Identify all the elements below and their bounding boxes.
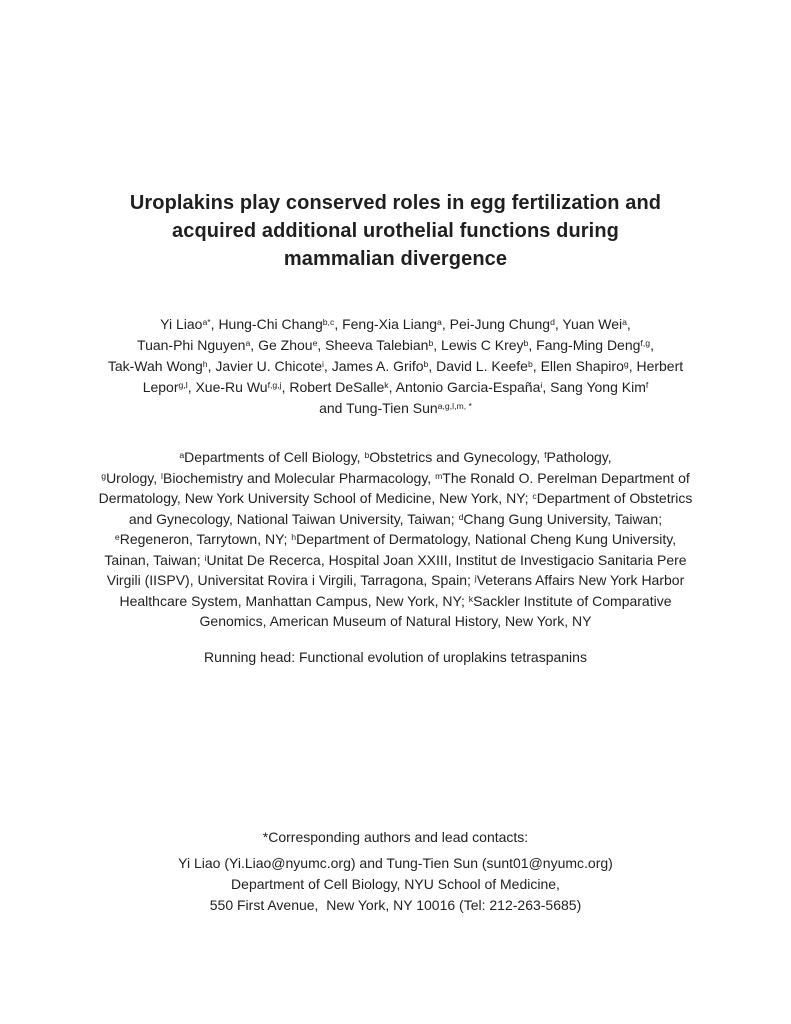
text-segment: Yi Liao: [160, 316, 203, 332]
superscript-affiliation-mark: h: [291, 532, 297, 543]
superscript-affiliation-mark: j: [474, 573, 477, 584]
affiliation-line: [0, 591, 791, 612]
text-segment: , Xue-Ru Wu: [187, 379, 268, 395]
superscript-affiliation-mark: k: [384, 380, 389, 391]
superscript-affiliation-mark: e: [114, 532, 120, 543]
title-line: Uroplakins play conserved roles in egg fertilization and: [129, 192, 662, 215]
text-segment: Virgili (IISPV), Universitat Rovira i Virgili, Tarragona, Spain;: [106, 572, 475, 588]
text-segment: Sackler Institute of Comparative: [473, 592, 672, 609]
text-segment: ,: [650, 337, 654, 353]
affiliation-line: [0, 509, 791, 530]
author-line: [0, 356, 791, 377]
text-segment: Dermatology, New York University School of Medicine, New York, NY;: [98, 490, 533, 506]
text-segment: Biochemistry and Molecular Pharmacology,: [162, 469, 436, 486]
affiliations: [0, 447, 791, 632]
text-segment: and Gynecology, National Taiwan University, Taiwan;: [128, 510, 459, 527]
text-segment: Tak-Wah Wong: [107, 358, 203, 374]
text-segment: , Herbert: [628, 358, 684, 374]
superscript-affiliation-mark: d: [550, 317, 555, 328]
text-segment: Veterans Affairs New York Harbor: [476, 572, 685, 588]
affiliation-line: [0, 529, 791, 550]
text-segment: , Ellen Shapiro: [532, 358, 624, 374]
superscript-affiliation-mark: g: [623, 359, 629, 370]
text-segment: Pathology,: [546, 449, 612, 465]
text-segment: , Feng-Xia Liang: [334, 316, 438, 332]
superscript-affiliation-mark: b: [527, 359, 533, 370]
superscript-affiliation-mark: b: [523, 338, 529, 349]
text-segment: Tainan, Taiwan;: [104, 551, 205, 568]
superscript-affiliation-mark: m: [435, 470, 443, 481]
affiliation-line: [0, 468, 791, 489]
text-segment: The Ronald O. Perelman Department of: [442, 469, 690, 486]
affiliation-line: [0, 570, 791, 591]
text-segment: , Sheeva Talebian: [317, 337, 429, 353]
superscript-affiliation-mark: a*: [202, 317, 211, 328]
text-segment: Urology,: [106, 469, 162, 486]
text-segment: and Tung-Tien Sun: [319, 400, 438, 416]
superscript-affiliation-mark: b,c: [322, 317, 335, 328]
superscript-affiliation-mark: a: [245, 338, 251, 349]
title-line: mammalian divergence: [283, 248, 508, 271]
title-line: acquired additional urothelial functions during: [172, 220, 619, 243]
superscript-affiliation-mark: f: [544, 450, 547, 461]
text-segment: Lepor: [142, 379, 179, 395]
text-segment: Genomics, American Museum of Natural History, New York, NY: [199, 613, 592, 629]
superscript-affiliation-mark: b: [364, 450, 370, 461]
text-segment: Obstetrics and Gynecology,: [369, 449, 545, 465]
superscript-affiliation-mark: k: [468, 593, 474, 604]
text-segment: , Yuan Wei: [554, 316, 623, 332]
text-segment: , Antonio Garcia-España: [388, 379, 541, 395]
superscript-affiliation-mark: d: [458, 511, 464, 522]
superscript-affiliation-mark: a: [622, 317, 627, 328]
text-segment: , Pei-Jung Chung: [441, 316, 551, 332]
author-line: [0, 377, 791, 398]
text-segment: , Robert DeSalle: [281, 379, 385, 395]
affiliation-line: [0, 447, 791, 468]
text-segment: ,: [626, 316, 631, 332]
text-segment: Department of Obstetrics: [536, 490, 693, 506]
corresponding-line: 550 First Avenue, New York, NY 10016 (Tel: 212-263-5685): [209, 897, 582, 913]
affiliation-line: [0, 611, 791, 632]
author-line: [0, 314, 791, 335]
author-list: [0, 314, 791, 419]
superscript-affiliation-mark: a: [179, 450, 185, 461]
author-line: [0, 398, 791, 419]
superscript-affiliation-mark: b: [423, 359, 429, 370]
text-segment: , Ge Zhou: [250, 337, 313, 353]
text-segment: Departments of Cell Biology,: [184, 449, 365, 465]
superscript-affiliation-mark: h: [202, 359, 208, 370]
superscript-affiliation-mark: g,l: [178, 380, 188, 391]
text-segment: , James A. Grifo: [323, 358, 424, 374]
text-segment: Unitat De Recerca, Hospital Joan XXIII, Institut de Investigacio Sanitaria Pere: [206, 551, 687, 568]
paper-title: [0, 189, 791, 273]
superscript-affiliation-mark: c: [532, 491, 537, 502]
superscript-affiliation-mark: f,g: [640, 338, 651, 349]
superscript-affiliation-mark: g: [101, 470, 107, 481]
affiliation-line: [0, 550, 791, 571]
text-segment: , Hung-Chi Chang: [210, 316, 323, 332]
running-head: Running head: Functional evolution of uroplakins tetraspanins: [204, 649, 587, 665]
corresponding-label: *Corresponding authors and lead contacts:: [262, 829, 529, 845]
superscript-affiliation-mark: a: [437, 317, 442, 328]
text-segment: Department of Dermatology, National Cheng Kung University,: [296, 531, 677, 547]
superscript-affiliation-mark: e: [312, 338, 318, 349]
text-segment: Healthcare System, Manhattan Campus, New York, NY;: [119, 592, 469, 609]
corresponding-line: Department of Cell Biology, NYU School of Medicine,: [231, 876, 560, 892]
text-segment: , Lewis C Krey: [433, 337, 524, 353]
text-segment: , Fang-Ming Deng: [528, 337, 641, 353]
superscript-affiliation-mark: l: [161, 470, 163, 481]
text-segment: Regeneron, Tarrytown, NY;: [119, 531, 292, 547]
text-segment: Tuan-Phi Nguyen: [137, 337, 246, 353]
corresponding-authors: [0, 827, 791, 916]
superscript-affiliation-mark: a,g,l,m, *: [437, 401, 472, 412]
corresponding-line: Yi Liao (Yi.Liao@nyumc.org) and Tung-Tien Sun (sunt01@nyumc.org): [178, 855, 613, 871]
text-segment: , Javier U. Chicote: [207, 358, 322, 374]
text-segment: Chang Gung University, Taiwan;: [463, 510, 663, 527]
superscript-affiliation-mark: i: [321, 359, 324, 370]
superscript-affiliation-mark: f,g,j: [267, 380, 282, 391]
superscript-affiliation-mark: f: [645, 380, 649, 391]
superscript-affiliation-mark: i: [540, 380, 543, 391]
superscript-affiliation-mark: b: [428, 338, 434, 349]
affiliation-line: [0, 488, 791, 509]
author-line: [0, 335, 791, 356]
superscript-affiliation-mark: i: [204, 552, 207, 563]
text-segment: , David L. Keefe: [428, 358, 528, 374]
text-segment: , Sang Yong Kim: [542, 379, 646, 395]
